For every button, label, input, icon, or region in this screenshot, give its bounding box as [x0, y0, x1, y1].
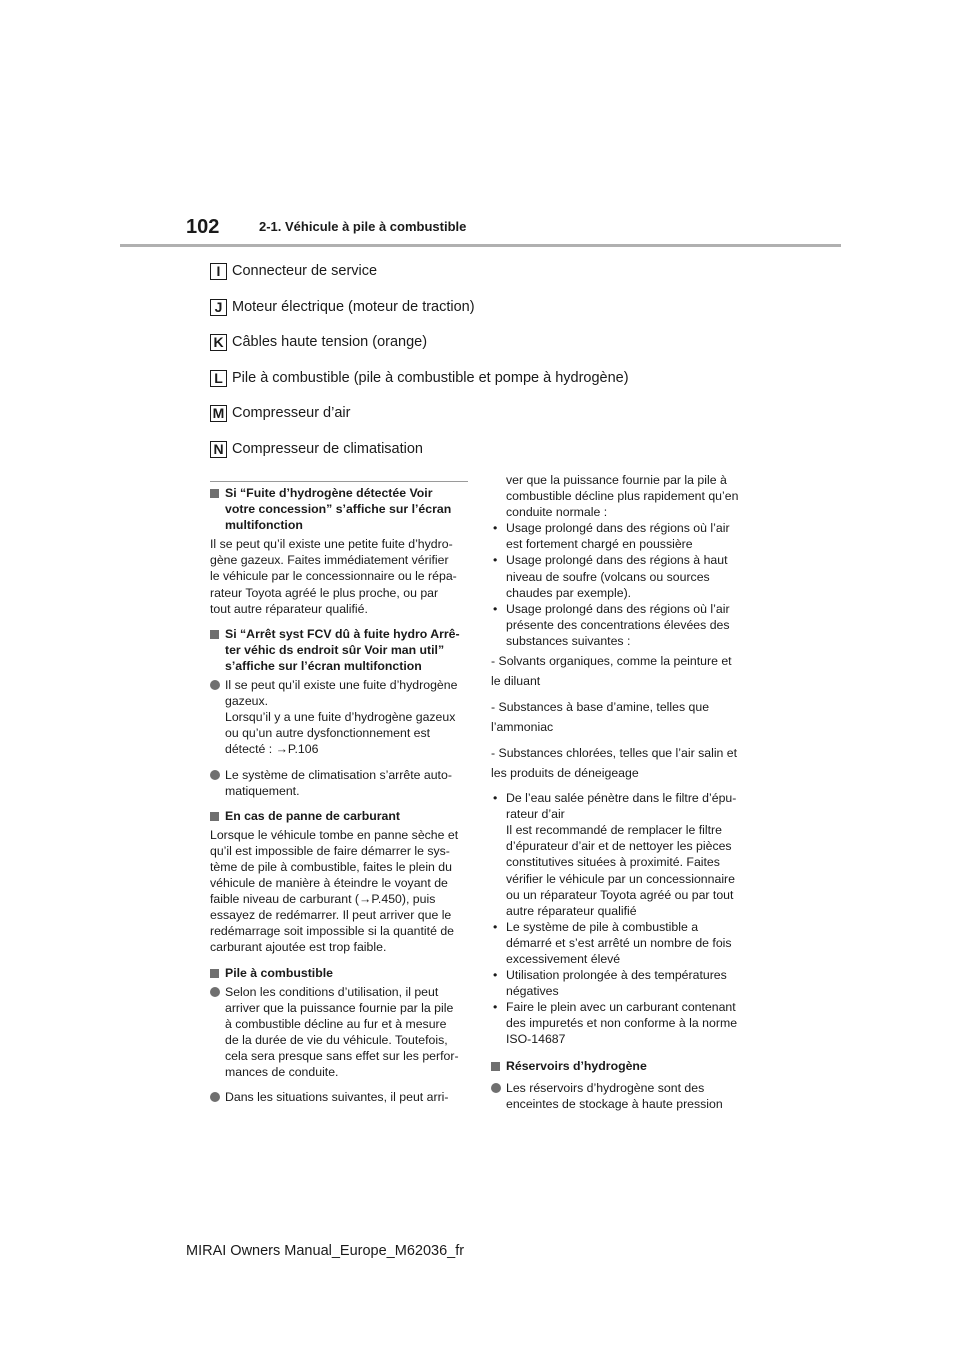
text-line: ter véhic ds endroit sûr Voir man util” [225, 642, 445, 657]
text-line: négatives [506, 984, 559, 999]
section-heading [210, 965, 472, 981]
text-line: niveau de soufre (volcans ou sources [506, 569, 710, 584]
bullet-marker: • [493, 968, 498, 983]
bullet-text [506, 552, 753, 600]
text-line: s’affiche sur l’écran multifonction [225, 658, 422, 673]
left-column [210, 485, 472, 1114]
text-line: enceintes de stockage à haute pression [506, 1096, 723, 1111]
text-line: Selon les conditions d’utilisation, il peut [225, 984, 439, 999]
bullet-item [491, 967, 753, 999]
dot-paragraph [210, 767, 472, 799]
footer-text: MIRAI Owners Manual_Europe_M62036_fr [186, 1243, 465, 1259]
text-line: à combustible décline au fur et à mesure [225, 1016, 447, 1031]
text-line: essayez de redémarrer. Il peut arriver que le [210, 908, 452, 923]
square-bullet-icon [210, 489, 219, 498]
bullet-marker: • [493, 601, 498, 616]
text-line: ISO-14687 [506, 1032, 566, 1047]
text-line: Dans les situations suivantes, il peut arri- [225, 1090, 449, 1105]
text-line: excessivement élevé [506, 951, 621, 966]
section-heading [210, 485, 472, 533]
text-line: ou un réparateur Toyota agréé ou par tout [506, 887, 734, 902]
text-line: le diluant [491, 673, 541, 688]
page-number: 102 [186, 216, 220, 238]
section-heading [210, 626, 472, 674]
bullet-item [491, 520, 753, 552]
bullet-marker: • [493, 791, 498, 806]
text-line: En cas de panne de carburant [225, 808, 400, 823]
text-line: - Substances chlorées, telles que l’air salin et [491, 746, 738, 761]
text-line: gène gazeux. Faites immédiatement vérifier [210, 553, 449, 568]
heading-text [506, 1058, 753, 1074]
bullet-item [491, 601, 753, 649]
legend-badge: M [210, 405, 227, 422]
text-line: Usage prolongé dans des régions à haut [506, 553, 728, 568]
text-line: mances de conduite. [225, 1065, 339, 1080]
text-line: Usage prolongé dans des régions où l’air [506, 521, 730, 536]
text-line: Pile à combustible [225, 965, 333, 980]
text-line: arriver que la puissance fournie par la pile [225, 1000, 454, 1015]
section-heading [491, 1058, 753, 1074]
legend-text: Moteur électrique (moteur de traction) [232, 298, 475, 315]
circle-bullet-icon [210, 987, 220, 997]
right-column [491, 472, 753, 1121]
text-line: De l’eau salée pénètre dans le filtre d’épu- [506, 791, 737, 806]
text-line: - Solvants organiques, comme la peinture et [491, 654, 732, 669]
text-line: l’ammoniac [491, 719, 554, 734]
text-line: Si “Fuite d’hydrogène détectée Voir [225, 486, 433, 500]
text-line: des impuretés et non conforme à la norme [506, 1016, 738, 1031]
bullet-text [506, 919, 753, 967]
text-line: Les réservoirs d’hydrogène sont des [506, 1080, 705, 1095]
text-line: tout autre réparateur qualifié. [210, 601, 368, 616]
square-bullet-icon [491, 1062, 500, 1071]
legend-text: Pile à combustible (pile à combustible et pompe à hydrogène) [232, 369, 629, 386]
section-heading [210, 808, 472, 824]
dot-paragraph [491, 1080, 753, 1112]
heading-text [225, 965, 472, 981]
text-line: le véhicule par le concessionnaire ou le répa- [210, 569, 457, 584]
circle-bullet-icon [210, 770, 220, 780]
text-line: redémarrage soit impossible si la quantité de [210, 924, 455, 939]
bullet-text [506, 999, 753, 1047]
paragraph [210, 827, 472, 956]
text-line: vérifier le véhicule par un concessionnaire [506, 871, 735, 886]
bullet-item [491, 999, 753, 1047]
text-line: Si “Arrêt syst FCV dû à fuite hydro Arrê- [225, 626, 460, 641]
bullet-item [491, 552, 753, 600]
substance-item [491, 744, 753, 783]
text-line: autre réparateur qualifié [506, 903, 637, 918]
text-line: détecté : →P.106 [225, 742, 319, 757]
legend-text: Compresseur d’air [232, 405, 351, 422]
column-rule [210, 481, 468, 482]
text-line: d’épurateur d’air et de nettoyer les pièces [506, 839, 732, 854]
legend-badge: N [210, 441, 227, 458]
heading-text [225, 485, 472, 533]
legend-text: Câbles haute tension (orange) [232, 334, 428, 351]
dot-paragraph [210, 677, 472, 757]
square-bullet-icon [210, 969, 219, 978]
text-line: les produits de déneigeage [491, 765, 639, 780]
legend-badge: I [210, 263, 227, 280]
square-bullet-icon [210, 630, 219, 639]
text-line: cela sera presque sans effet sur les perfor- [225, 1049, 459, 1063]
dot-paragraph [210, 1089, 472, 1105]
text-line: Il se peut qu’il existe une fuite d’hydrogène [225, 678, 458, 693]
paragraph-text [225, 984, 472, 1081]
text-line: démarré et s’est arrêté un nombre de fois [506, 935, 732, 950]
text-line: carburant ajoutée est trop faible. [210, 940, 387, 955]
legend-badge: J [210, 299, 227, 316]
text-line: Lorsqu’il y a une fuite d’hydrogène gazeux [225, 710, 456, 725]
text-line: Il est recommandé de remplacer le filtre [506, 823, 722, 838]
text-line: Le système de climatisation s’arrête auto- [225, 767, 452, 782]
header-rule [120, 244, 841, 247]
bullet-text [506, 967, 753, 999]
text-line: Lorsque le véhicule tombe en panne sèche et [210, 827, 459, 842]
paragraph-text [225, 677, 472, 757]
text-line: combustible décline plus rapidement qu’en [506, 489, 739, 504]
text-line: Utilisation prolongée à des températures [506, 968, 727, 983]
substance-item [491, 652, 753, 691]
text-line: ver que la puissance fournie par la pile à [506, 473, 727, 487]
text-line: véhicule de manière à éteindre le voyant de [210, 876, 448, 891]
paragraph-text [225, 1089, 472, 1105]
circle-bullet-icon [210, 680, 220, 690]
dot-paragraph [210, 984, 472, 1081]
text-line: Usage prolongé dans des régions où l’air [506, 601, 730, 616]
text-line: de la durée de vie du véhicule. Toutefois, [225, 1032, 448, 1047]
text-line: rateur Toyota agréé le plus proche, ou par [210, 585, 439, 600]
bullet-item [491, 790, 753, 919]
text-line: faible niveau de carburant (→P.450), puis [210, 892, 436, 907]
text-line: Réservoirs d’hydrogène [506, 1058, 647, 1073]
text-line: votre concession” s’affiche sur l’écran [225, 502, 452, 517]
bullet-text [506, 520, 753, 552]
bullet-marker: • [493, 1000, 498, 1015]
text-line: conduite normale : [506, 505, 608, 520]
bullet-item [491, 919, 753, 967]
heading-text [225, 626, 472, 674]
bullet-marker: • [493, 553, 498, 568]
text-line: - Substances à base d’amine, telles que [491, 700, 710, 715]
bullet-text [506, 790, 753, 919]
paragraph-text [225, 767, 472, 799]
text-line: présente des concentrations élevées des [506, 617, 730, 632]
substance-item [491, 698, 753, 737]
text-line: multifonction [225, 518, 303, 533]
bullet-marker: • [493, 919, 498, 934]
circle-bullet-icon [491, 1083, 501, 1093]
text-line: matiquement. [225, 783, 300, 798]
text-line: Il se peut qu’il existe une petite fuite d’hydro- [210, 537, 453, 552]
continued-text [491, 472, 753, 520]
bullet-marker: • [493, 521, 498, 536]
text-line: gazeux. [225, 694, 269, 709]
text-line: ou qu’un autre dysfonctionnement est [225, 726, 431, 741]
heading-text [225, 808, 472, 824]
text-line: Le système de pile à combustible a [506, 919, 699, 934]
bullet-text [506, 601, 753, 649]
text-line: est fortement chargé en poussière [506, 537, 693, 552]
paragraph-text [506, 1080, 753, 1112]
section-title: 2-1. Véhicule à pile à combustible [259, 219, 467, 234]
text-line: chaudes par exemple). [506, 585, 632, 600]
text-line: constitutives situées à proximité. Faites [506, 855, 720, 870]
text-line: qu’il est impossible de faire démarrer le sys- [210, 843, 450, 858]
legend-text: Connecteur de service [232, 263, 378, 279]
text-line: tème de pile à combustible, faites le plein du [210, 859, 452, 874]
legend-badge: K [210, 334, 227, 351]
text-line: Faire le plein avec un carburant contenant [506, 1000, 736, 1015]
text-line: rateur d’air [506, 807, 565, 822]
text-line: substances suivantes : [506, 633, 631, 648]
paragraph [210, 536, 472, 616]
legend-text: Compresseur de climatisation [232, 440, 423, 457]
square-bullet-icon [210, 812, 219, 821]
legend-badge: L [210, 370, 227, 387]
circle-bullet-icon [210, 1092, 220, 1102]
